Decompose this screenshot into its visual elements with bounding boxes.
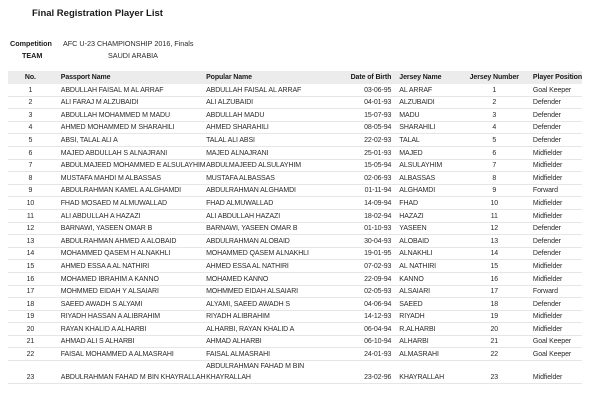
- cell-player-position: Defender: [519, 109, 582, 122]
- cell-popular-name: FAISAL ALMASRAHI: [206, 348, 334, 361]
- cell-jersey-name: FHAD: [399, 197, 469, 210]
- cell-jersey-number: 7: [470, 159, 519, 172]
- cell-player-position: Forward: [519, 184, 582, 197]
- cell-popular-name: MUSTAFA ALBASSAS: [206, 172, 334, 185]
- table-row: [8, 159, 582, 172]
- cell-no: 14: [8, 247, 53, 260]
- cell-jersey-number: 18: [470, 298, 519, 311]
- cell-passport-name: SAEED AWADH S ALYAMI: [53, 298, 206, 311]
- cell-jersey-name: KANNO: [399, 272, 469, 285]
- table-row: [8, 197, 582, 210]
- cell-jersey-name: ALHARBI: [399, 335, 469, 348]
- cell-jersey-number: 3: [470, 109, 519, 122]
- table-row: [8, 361, 582, 384]
- cell-passport-name: ALI ABDULLAH A HAZAZI: [53, 209, 206, 222]
- cell-popular-name: MOHAMMED QASEM ALNAKHLI: [206, 247, 334, 260]
- cell-popular-name: ABDULRAHMAN FAHAD M BIN KHAYRALLAH: [206, 361, 334, 384]
- cell-jersey-number: 14: [470, 247, 519, 260]
- cell-jersey-number: 22: [470, 348, 519, 361]
- cell-no: 21: [8, 335, 53, 348]
- cell-date-of-birth: 22-02-93: [334, 134, 399, 147]
- table-row: [8, 172, 582, 185]
- cell-player-position: Defender: [519, 222, 582, 235]
- cell-date-of-birth: 25-01-93: [334, 146, 399, 159]
- cell-popular-name: ABDULRAHMAN ALGHAMDI: [206, 184, 334, 197]
- cell-player-position: Midfielder: [519, 209, 582, 222]
- cell-jersey-name: R.ALHARBI: [399, 323, 469, 336]
- cell-player-position: Midfielder: [519, 260, 582, 273]
- table-row: [8, 96, 582, 109]
- table-row: [8, 84, 582, 96]
- cell-passport-name: ABDULRAHMAN FAHAD M BIN KHAYRALLAH: [53, 361, 206, 384]
- cell-no: 11: [8, 209, 53, 222]
- cell-player-position: Forward: [519, 285, 582, 298]
- cell-no: 16: [8, 272, 53, 285]
- cell-jersey-name: HAZAZI: [399, 209, 469, 222]
- cell-jersey-name: ALOBAID: [399, 235, 469, 248]
- cell-jersey-number: 16: [470, 272, 519, 285]
- table-row: [8, 335, 582, 348]
- cell-no: 3: [8, 109, 53, 122]
- cell-date-of-birth: 07-02-93: [334, 260, 399, 273]
- cell-no: 5: [8, 134, 53, 147]
- cell-popular-name: AHMAD ALHARBI: [206, 335, 334, 348]
- table-row: [8, 310, 582, 323]
- cell-player-position: Defender: [519, 298, 582, 311]
- cell-date-of-birth: 08-05-94: [334, 121, 399, 134]
- table-row: [8, 260, 582, 273]
- cell-date-of-birth: 18-02-94: [334, 209, 399, 222]
- cell-jersey-name: ALNAKHLI: [399, 247, 469, 260]
- cell-popular-name: ABDULLAH MADU: [206, 109, 334, 122]
- cell-passport-name: AHMED MOHAMMED M SHARAHILI: [53, 121, 206, 134]
- cell-passport-name: ABDULRAHMAN AHMED A ALOBAID: [53, 235, 206, 248]
- cell-player-position: Defender: [519, 235, 582, 248]
- cell-date-of-birth: 30-04-93: [334, 235, 399, 248]
- competition-label: Competition: [10, 39, 52, 48]
- header-popular-name: Popular Name: [206, 74, 252, 81]
- cell-popular-name: TALAL ALI ABSI: [206, 134, 334, 147]
- cell-no: 23: [8, 361, 53, 384]
- cell-no: 15: [8, 260, 53, 273]
- cell-popular-name: ABDULMAJEED ALSULAYHIM: [206, 159, 334, 172]
- cell-jersey-number: 2: [470, 96, 519, 109]
- cell-date-of-birth: 04-01-93: [334, 96, 399, 109]
- competition-value: AFC U-23 CHAMPIONSHIP 2016, Finals: [63, 39, 194, 48]
- cell-date-of-birth: 22-09-94: [334, 272, 399, 285]
- cell-player-position: Midfielder: [519, 146, 582, 159]
- cell-player-position: Goal Keeper: [519, 84, 582, 96]
- cell-popular-name: ALHARBI, RAYAN KHALID A: [206, 323, 334, 336]
- table-row: [8, 184, 582, 197]
- cell-player-position: Midfielder: [519, 272, 582, 285]
- cell-date-of-birth: 15-07-93: [334, 109, 399, 122]
- cell-passport-name: ABDULMAJEED MOHAMMED E ALSULAYHIM: [53, 159, 206, 172]
- cell-no: 8: [8, 172, 53, 185]
- cell-passport-name: ABDULLAH MOHAMMED M MADU: [53, 109, 206, 122]
- header-passport-name: Passport Name: [60, 74, 111, 81]
- cell-no: 20: [8, 323, 53, 336]
- cell-player-position: Midfielder: [519, 159, 582, 172]
- cell-popular-name: ALYAMI, SAEED AWADH S: [206, 298, 334, 311]
- cell-no: 6: [8, 146, 53, 159]
- cell-jersey-name: ALZUBAIDI: [399, 96, 469, 109]
- cell-jersey-name: MADU: [399, 109, 469, 122]
- cell-passport-name: ALI FARAJ M ALZUBAIDI: [53, 96, 206, 109]
- player-list-table: [8, 71, 582, 384]
- team-value: SAUDI ARABIA: [108, 51, 158, 60]
- cell-date-of-birth: 06-04-94: [334, 323, 399, 336]
- table-row: [8, 323, 582, 336]
- table-row: [8, 222, 582, 235]
- cell-jersey-name: ALMASRAHI: [399, 348, 469, 361]
- cell-player-position: Goal Keeper: [519, 348, 582, 361]
- header-jersey-number: Jersey Number: [469, 74, 519, 81]
- header-date-of-birth: Date of Birth: [350, 74, 392, 81]
- cell-no: 4: [8, 121, 53, 134]
- cell-player-position: Defender: [519, 121, 582, 134]
- cell-no: 7: [8, 159, 53, 172]
- cell-jersey-number: 9: [470, 184, 519, 197]
- cell-jersey-name: RIYADH: [399, 310, 469, 323]
- cell-player-position: Goal Keeper: [519, 335, 582, 348]
- cell-passport-name: MOHMMED EIDAH Y ALSAIARI: [53, 285, 206, 298]
- cell-passport-name: MOHAMED IBRAHIM A KANNO: [53, 272, 206, 285]
- cell-popular-name: BARNAWI, YASEEN OMAR B: [206, 222, 334, 235]
- cell-popular-name: AHMED SHARAHILI: [206, 121, 334, 134]
- cell-passport-name: ABDULRAHMAN KAMEL A ALGHAMDI: [53, 184, 206, 197]
- cell-passport-name: AHMED ESSA A AL NATHIRI: [53, 260, 206, 273]
- cell-jersey-name: SHARAHILI: [399, 121, 469, 134]
- cell-jersey-number: 13: [470, 235, 519, 248]
- cell-player-position: Defender: [519, 96, 582, 109]
- cell-jersey-number: 5: [470, 134, 519, 147]
- cell-no: 13: [8, 235, 53, 248]
- cell-no: 12: [8, 222, 53, 235]
- cell-jersey-number: 4: [470, 121, 519, 134]
- table-row: [8, 209, 582, 222]
- table-row: [8, 109, 582, 122]
- cell-popular-name: MOHMMED EIDAH ALSAIARI: [206, 285, 334, 298]
- table-body: [8, 84, 582, 384]
- cell-date-of-birth: 15-05-94: [334, 159, 399, 172]
- cell-jersey-name: KHAYRALLAH: [399, 361, 469, 384]
- cell-jersey-number: 11: [470, 209, 519, 222]
- cell-passport-name: ABDULLAH FAISAL M AL ARRAF: [53, 84, 206, 96]
- cell-jersey-number: 6: [470, 146, 519, 159]
- cell-player-position: Defender: [519, 247, 582, 260]
- cell-jersey-number: 20: [470, 323, 519, 336]
- cell-popular-name: ABDULLAH FAISAL AL ARRAF: [206, 84, 334, 96]
- cell-passport-name: BARNAWI, YASEEN OMAR B: [53, 222, 206, 235]
- cell-passport-name: FAISAL MOHAMMED A ALMASRAHI: [53, 348, 206, 361]
- cell-no: 2: [8, 96, 53, 109]
- cell-no: 17: [8, 285, 53, 298]
- cell-jersey-number: 10: [470, 197, 519, 210]
- cell-passport-name: MAJED ABDULLAH S ALNAJRANI: [53, 146, 206, 159]
- cell-no: 19: [8, 310, 53, 323]
- table-row: [8, 146, 582, 159]
- cell-player-position: Midfielder: [519, 172, 582, 185]
- cell-no: 1: [8, 84, 53, 96]
- header-jersey-name: Jersey Name: [399, 74, 442, 81]
- cell-jersey-number: 1: [470, 84, 519, 96]
- team-label: TEAM: [22, 51, 43, 60]
- cell-no: 18: [8, 298, 53, 311]
- cell-date-of-birth: 14-09-94: [334, 197, 399, 210]
- cell-date-of-birth: 19-01-95: [334, 247, 399, 260]
- table-row: [8, 134, 582, 147]
- table-row: [8, 272, 582, 285]
- table-row: [8, 121, 582, 134]
- cell-no: 22: [8, 348, 53, 361]
- cell-date-of-birth: 06-10-94: [334, 335, 399, 348]
- cell-popular-name: ABDULRAHMAN ALOBAID: [206, 235, 334, 248]
- cell-date-of-birth: 01-11-94: [334, 184, 399, 197]
- cell-jersey-name: TALAL: [399, 134, 469, 147]
- cell-player-position: Midfielder: [519, 197, 582, 210]
- cell-jersey-name: SAEED: [399, 298, 469, 311]
- cell-jersey-number: 17: [470, 285, 519, 298]
- table-row: [8, 348, 582, 361]
- cell-player-position: Midfielder: [519, 361, 582, 384]
- cell-passport-name: FHAD MOSAED M ALMUWALLAD: [53, 197, 206, 210]
- cell-no: 9: [8, 184, 53, 197]
- cell-popular-name: ALI ABDULLAH HAZAZI: [206, 209, 334, 222]
- cell-passport-name: AHMAD ALI S ALHARBI: [53, 335, 206, 348]
- cell-date-of-birth: 03-06-95: [334, 84, 399, 96]
- table-row: [8, 247, 582, 260]
- cell-jersey-number: 8: [470, 172, 519, 185]
- cell-jersey-name: AL NATHIRI: [399, 260, 469, 273]
- cell-jersey-name: ALSULAYHIM: [399, 159, 469, 172]
- table-header-row: [8, 71, 582, 84]
- cell-jersey-name: ALBASSAS: [399, 172, 469, 185]
- cell-jersey-name: AL ARRAF: [399, 84, 469, 96]
- cell-jersey-number: 19: [470, 310, 519, 323]
- cell-date-of-birth: 01-10-93: [334, 222, 399, 235]
- cell-popular-name: MOHAMED KANNO: [206, 272, 334, 285]
- cell-jersey-name: ALSAIARI: [399, 285, 469, 298]
- cell-date-of-birth: 02-06-93: [334, 172, 399, 185]
- cell-player-position: Midfielder: [519, 323, 582, 336]
- header-player-position: Player Position: [532, 74, 582, 81]
- cell-passport-name: RIYADH HASSAN A ALIBRAHIM: [53, 310, 206, 323]
- cell-date-of-birth: 24-01-93: [334, 348, 399, 361]
- table-row: [8, 285, 582, 298]
- header-no: No.: [24, 74, 36, 81]
- table-row: [8, 235, 582, 248]
- cell-popular-name: FHAD ALMUWALLAD: [206, 197, 334, 210]
- cell-popular-name: RIYADH ALIBRAHIM: [206, 310, 334, 323]
- cell-popular-name: MAJED ALNAJRANI: [206, 146, 334, 159]
- cell-jersey-name: MAJED: [399, 146, 469, 159]
- cell-date-of-birth: 02-05-93: [334, 285, 399, 298]
- cell-jersey-name: YASEEN: [399, 222, 469, 235]
- cell-jersey-name: ALGHAMDI: [399, 184, 469, 197]
- cell-player-position: Midfielder: [519, 310, 582, 323]
- cell-jersey-number: 21: [470, 335, 519, 348]
- cell-passport-name: MUSTAFA MAHDI M ALBASSAS: [53, 172, 206, 185]
- cell-popular-name: AHMED ESSA AL NATHIRI: [206, 260, 334, 273]
- document-title: Final Registration Player List: [32, 8, 163, 19]
- cell-passport-name: ABSI, TALAL ALI A: [53, 134, 206, 147]
- cell-date-of-birth: 14-12-93: [334, 310, 399, 323]
- cell-jersey-number: 15: [470, 260, 519, 273]
- cell-date-of-birth: 04-06-94: [334, 298, 399, 311]
- table-row: [8, 298, 582, 311]
- cell-jersey-number: 12: [470, 222, 519, 235]
- cell-popular-name: ALI ALZUBAIDI: [206, 96, 334, 109]
- cell-no: 10: [8, 197, 53, 210]
- cell-jersey-number: 23: [470, 361, 519, 384]
- cell-date-of-birth: 23-02-96: [334, 361, 399, 384]
- cell-passport-name: RAYAN KHALID A ALHARBI: [53, 323, 206, 336]
- cell-player-position: Defender: [519, 134, 582, 147]
- cell-passport-name: MOHAMMED QASEM H ALNAKHLI: [53, 247, 206, 260]
